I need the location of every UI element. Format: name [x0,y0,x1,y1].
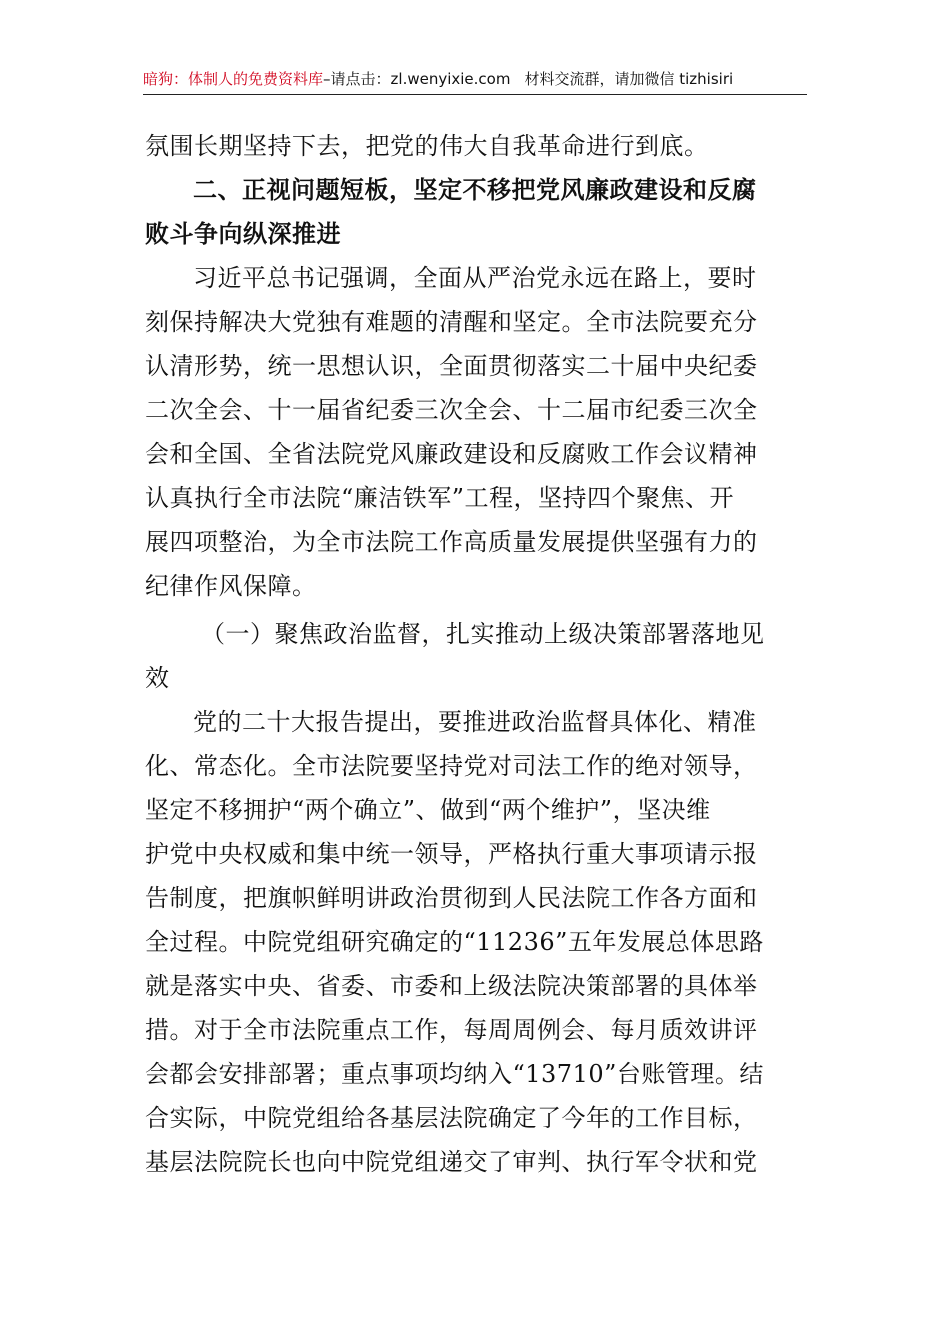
paragraph-line: 氛围长期坚持下去，把党的伟大自我革命进行到底。 [145,132,709,160]
page-header [143,64,807,95]
paragraph-line: 展四项整治，为全市法院工作高质量发展提供坚强有力的 [145,528,758,556]
paragraph-line: 告制度，把旗帜鲜明讲政治贯彻到人民法院工作各方面和 [145,884,758,912]
paragraph-line: 二次全会、十一届省纪委三次全会、十二届市纪委三次全 [145,396,758,424]
header-wechat-note: 材料交流群，请加微信 tizhisiri [524,70,734,88]
paragraph-line: 就是落实中央、省委、市委和上级法院决策部署的具体举 [145,972,758,1000]
paragraph-line: 刻保持解决大党独有难题的清醒和坚定。全市法院要充分 [145,308,758,336]
header-site-name: 暗狗：体制人的免费资料库 [143,70,324,88]
section-heading-line: 败斗争向纵深推进 [145,220,341,248]
paragraph-line: 会都会安排部署；重点事项均纳入“13710”台账管理。结 [145,1060,764,1088]
paragraph-line: 措。对于全市法院重点工作，每周周例会、每月质效讲评 [145,1016,758,1044]
paragraph-line: 认真执行全市法院“廉洁铁军”工程，坚持四个聚焦、开 [145,484,735,512]
paragraph-line: 党的二十大报告提出，要推进政治监督具体化、精准 [193,708,757,736]
header-url-link[interactable]: zl.wenyixie.com [390,70,511,88]
paragraph-line: 全过程。中院党组研究确定的“11236”五年发展总体思路 [145,928,764,956]
paragraph-line: 合实际，中院党组给各基层法院确定了今年的工作目标， [145,1104,758,1132]
paragraph-line: 会和全国、全省法院党风廉政建设和反腐败工作会议精神 [145,440,758,468]
subsection-heading-line: （一）聚焦政治监督，扎实推动上级决策部署落地见 [201,620,765,648]
header-click-prompt: –请点击： [323,70,391,88]
paragraph-line: 纪律作风保障。 [145,572,317,600]
paragraph-line: 护党中央权威和集中统一领导，严格执行重大事项请示报 [145,840,758,868]
paragraph-line: 化、常态化。全市法院要坚持党对司法工作的绝对领导， [145,752,758,780]
document-body [145,124,805,1184]
subsection-heading-line: 效 [145,664,170,692]
paragraph-line: 认清形势，统一思想认识，全面贯彻落实二十届中央纪委 [145,352,758,380]
paragraph-line: 基层法院院长也向中院党组递交了审判、执行军令状和党 [145,1148,758,1176]
paragraph-line: 习近平总书记强调，全面从严治党永远在路上，要时 [193,264,757,292]
paragraph-line: 坚定不移拥护“两个确立”、做到“两个维护”，坚决维 [145,796,711,824]
section-heading-line: 二、正视问题短板，坚定不移把党风廉政建设和反腐 [193,176,757,204]
